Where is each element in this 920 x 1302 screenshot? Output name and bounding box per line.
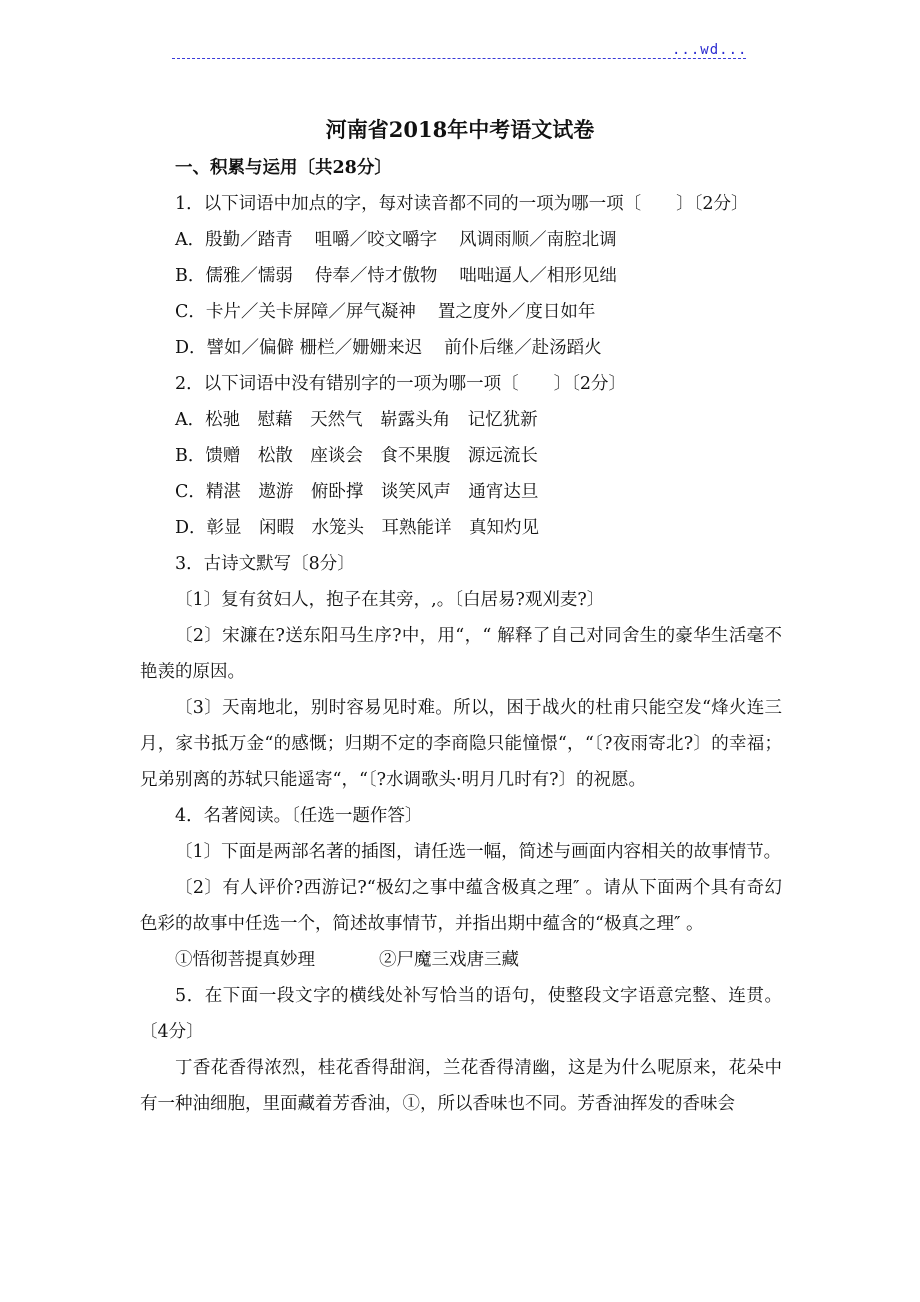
- q4-stem: 4．名著阅读。〔任选一题作答〕: [175, 806, 423, 826]
- q2-option-c: C．精湛 遨游 俯卧撑 谈笑风声 通宵达旦: [175, 482, 539, 502]
- header-divider: [172, 58, 746, 59]
- page-title: 河南省2018年中考语文试卷: [325, 117, 595, 142]
- q3-part2: 〔2〕宋濂在?送东阳马生序?中，用“，“ 解释了自己对同舍生的豪华生活毫不艳羡的原因。: [140, 626, 782, 682]
- q2-option-b: B．馈赠 松散 座谈会 食不果腹 源远流长: [175, 446, 538, 466]
- q1-option-c: C．卡片／关卡屏障／屏气凝神 置之度外／度日如年: [175, 302, 596, 322]
- q2-option-d: D．彰显 闲暇 水笼头 耳熟能详 真知灼见: [175, 518, 540, 538]
- header-mark: ...wd...: [672, 42, 748, 58]
- q4-part1: 〔1〕下面是两部名著的插图，请任选一幅，简述与画面内容相关的故事情节。: [175, 842, 782, 862]
- q3-stem: 3．古诗文默写〔8分〕: [175, 554, 355, 574]
- q2-stem: 2．以下词语中没有错别字的一项为哪一项〔 〕〔2分〕: [175, 374, 627, 394]
- q3-part3: 〔3〕天南地北，别时容易见时难。所以，困于战火的杜甫只能空发“烽火连三月，家书抵万金“的感慨；归期不定的李商隐只能憧憬“，“〔?夜雨寄北?〕的幸福；兄弟别离的苏轼只能遥寄“，“〔?水调歌头·明月几时有?〕的祝愿。: [140, 698, 782, 790]
- q3-part1: 〔1〕复有贫妇人，抱子在其旁，,。〔白居易?观刈麦?〕: [175, 590, 605, 610]
- q1-option-b: B．儒雅／懦弱 侍奉／恃才傲物 咄咄逼人／相形见绌: [175, 266, 617, 286]
- q4-choices: [140, 942, 782, 978]
- q4-choice-2: ②尸魔三戏唐三藏: [379, 950, 519, 970]
- q5-stem: 5．在下面一段文字的横线处补写恰当的语句，使整段文字语意完整、连贯。〔4分〕: [140, 986, 782, 1042]
- q4-part2: 〔2〕有人评价?西游记?“极幻之事中蕴含极真之理″ 。请从下面两个具有奇幻色彩的故事中任选一个，简述故事情节，并指出期中蕴含的“极真之理″ 。: [140, 878, 782, 934]
- q1-option-d: D．譬如／偏僻 栅栏／姗姗来迟 前仆后继／赴汤蹈火: [175, 338, 602, 358]
- q1-stem: 1．以下词语中加点的字，每对读音都不同的一项为哪一项〔 〕〔2分〕: [175, 194, 749, 214]
- q4-choice-1: ①悟彻菩提真妙理: [175, 950, 315, 970]
- q5-paragraph: 丁香花香得浓烈，桂花香得甜润，兰花香得清幽，这是为什么呢原来，花朵中有一种油细胞，里面藏着芳香油，①，所以香味也不同。芳香油挥发的香味会: [140, 1058, 782, 1114]
- q1-option-a: A．殷勤／踏青 咀嚼／咬文嚼字 风调雨顺／南腔北调: [175, 230, 617, 250]
- section-heading: 一、积累与运用〔共28分〕: [175, 158, 392, 178]
- exam-content: [140, 150, 782, 1122]
- q2-option-a: A．松驰 慰藉 天然气 崭露头角 记忆犹新: [175, 410, 538, 430]
